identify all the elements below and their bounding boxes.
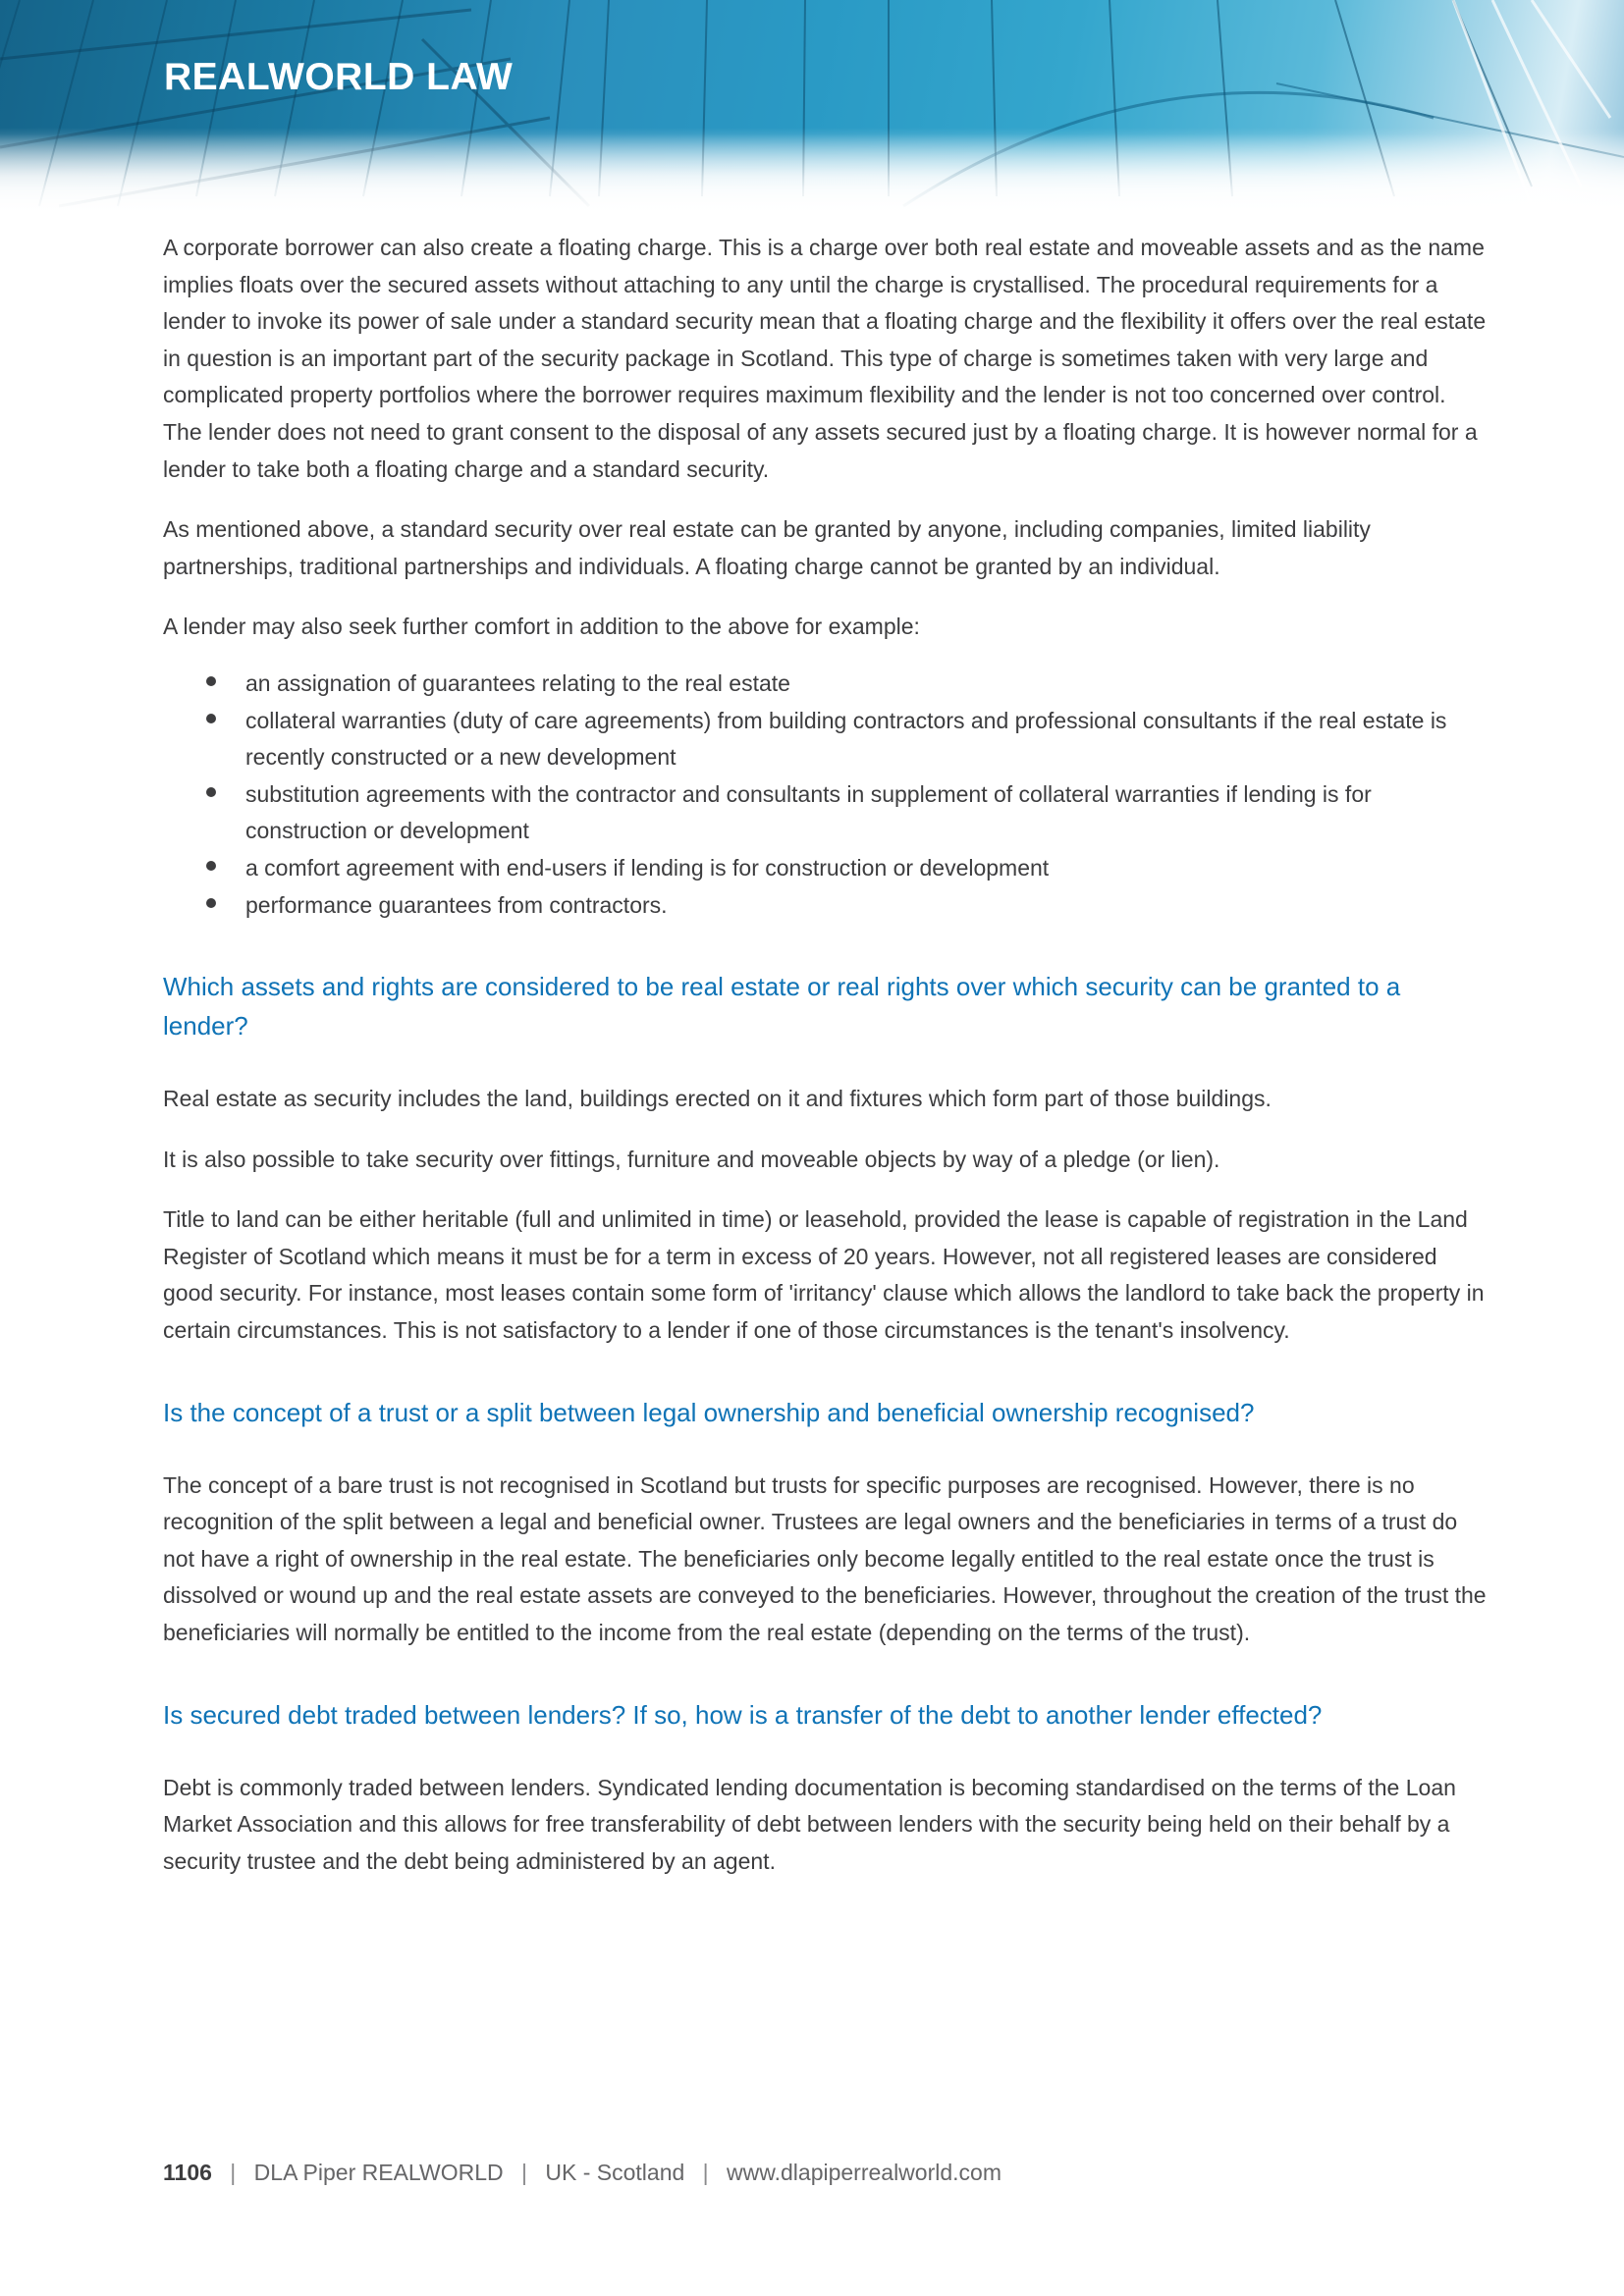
footer-separator: | [230, 2160, 237, 2185]
list-item-text: a comfort agreement with end-users if lending is for construction or development [245, 854, 1050, 881]
list-item [163, 776, 1489, 850]
list-item-text: an assignation of guarantees relating to the real estate [245, 669, 790, 696]
paragraph-debt-trading: Debt is commonly traded between lenders. Syndicated lending documentation is becoming standardised on the terms of the Loan Market Association and this allows for free transferability of debt between lenders with the security being held on their behalf by a security trustee and the debt being administered by an agent. [163, 1774, 1456, 1874]
list-item-text: performance guarantees from contractors. [245, 891, 668, 918]
list-item [163, 887, 1489, 925]
footer-website-link[interactable]: www.dlapiperrealworld.com [727, 2160, 1001, 2185]
footer-separator: | [702, 2160, 709, 2185]
list-item [163, 850, 1489, 887]
list-item [163, 666, 1489, 703]
paragraph-standard-security: As mentioned above, a standard security over real estate can be granted by anyone, including companies, limited liability partnerships, traditional partnerships and individuals. A floating charge cannot be granted by an individual. [163, 516, 1371, 579]
page-number: 1106 [163, 2160, 212, 2185]
section-heading-trust-concept: Is the concept of a trust or a split between legal ownership and beneficial ownership recognised? [163, 1397, 1255, 1427]
bullet-icon [206, 676, 216, 686]
article-body [163, 230, 1489, 1903]
footer-jurisdiction: UK - Scotland [545, 2160, 685, 2185]
page-footer [163, 2160, 1001, 2186]
section-heading-debt-trading: Is secured debt traded between lenders? If so, how is a transfer of the debt to another lender effected? [163, 1699, 1323, 1730]
bullet-icon [206, 714, 216, 723]
bullet-icon [206, 898, 216, 908]
paragraph-real-estate-security: Real estate as security includes the land, buildings erected on it and fixtures which form part of those buildings. [163, 1086, 1272, 1112]
paragraph-floating-charge: A corporate borrower can also create a floating charge. This is a charge over both real estate and moveable assets and as the name implies floats over the secured assets without attaching to any until the charge is crystallised. The procedural requirements for a lender to invoke its power of sale under a standard security mean that a floating charge and the flexibility it offers over the real estate in question is an important part of the security package in Scotland. This type of charge is sometimes taken with very large and complicated property portfolios where the borrower requires maximum flexibility and the lender is not too concerned over control. The lender does not need to grant consent to the disposal of any assets secured just by a floating charge. It is however normal for a lender to take both a floating charge and a standard security. [163, 235, 1487, 482]
footer-publication: DLA Piper REALWORLD [253, 2160, 504, 2185]
paragraph-further-comfort: A lender may also seek further comfort in addition to the above for example: [163, 614, 920, 640]
publication-title: REALWORLD LAW [164, 56, 514, 98]
footer-separator: | [521, 2160, 527, 2185]
paragraph-bare-trust: The concept of a bare trust is not recognised in Scotland but trusts for specific purposes are recognised. However, there is no recognition of the split between a legal and beneficial owner. Trustees are legal owners and the beneficiaries in terms of a trust do not have a right of ownership in the real estate. The beneficiaries only become legally entitled to the real estate once the trust is dissolved or wound up and the real estate assets are conveyed to the beneficiaries. However, throughout the creation of the trust the beneficiaries will normally be entitled to the income from the real estate (depending on the terms of the trust). [163, 1471, 1487, 1646]
bullet-icon [206, 787, 216, 797]
list-item [163, 703, 1489, 776]
bullet-icon [206, 861, 216, 871]
list-item-text: substitution agreements with the contractor and consultants in supplement of collateral warranties if lending is for construction or development [245, 780, 1372, 844]
header-banner [0, 0, 1624, 216]
paragraph-title-to-land: Title to land can be either heritable (full and unlimited in time) or leasehold, provided the lease is capable of registration in the Land Register of Scotland which means it must be for a term in excess of 20 years. However, not all registered leases are considered good security. For instance, most leases contain some form of 'irritancy' clause which allows the landlord to take back the property in certain circumstances. This is not satisfactory to a lender if one of those circumstances is the tenant's insolvency. [163, 1206, 1485, 1344]
comfort-list [163, 666, 1489, 924]
section-heading-real-estate-assets: Which assets and rights are considered to be real estate or real rights over which security can be granted to a lender? [163, 972, 1401, 1041]
banner-fade [0, 128, 1624, 216]
list-item-text: collateral warranties (duty of care agreements) from building contractors and professional consultants if the real estate is recently constructed or a new development [245, 707, 1447, 771]
paragraph-pledge: It is also possible to take security over fittings, furniture and moveable objects by way of a pledge (or lien). [163, 1146, 1220, 1172]
